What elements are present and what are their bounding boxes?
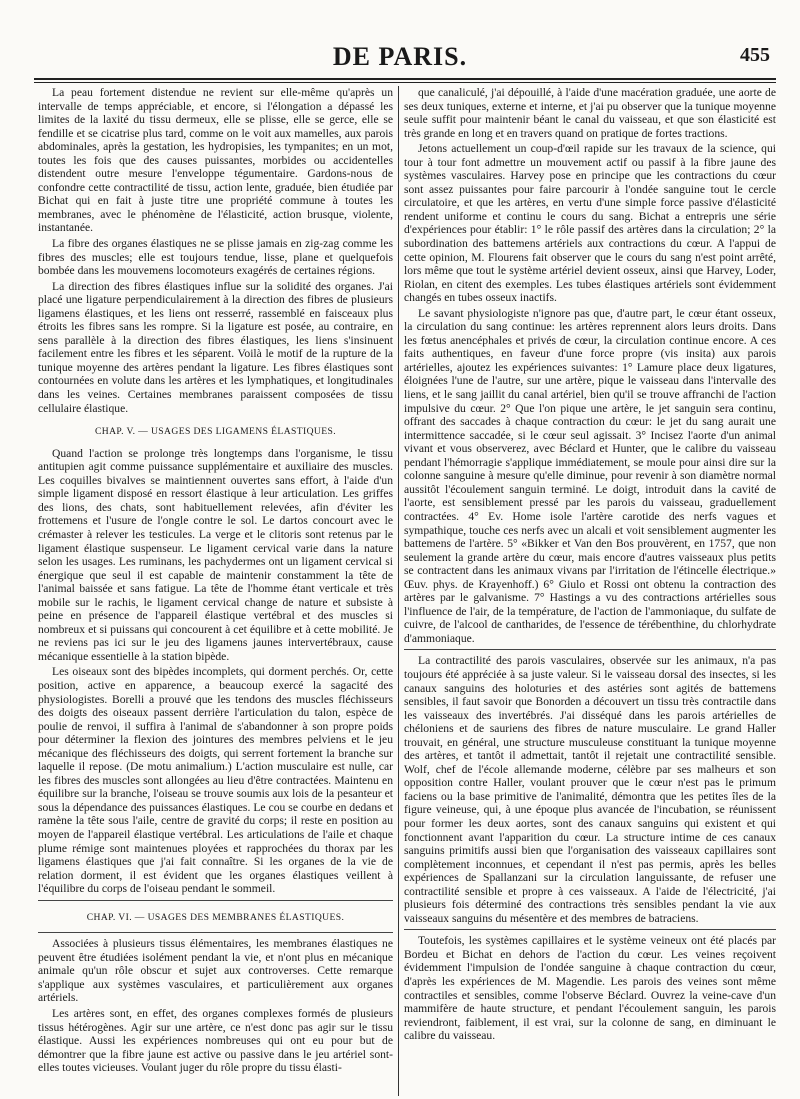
section-rule <box>38 932 393 933</box>
paragraph: Quand l'action se prolonge très longtemps dans l'organisme, le tissu antitupien agit comme puissance supplémentaire et auxiliaire des muscles. Les coquilles bivalves se maintiennent ouvertes sans effort, à l'aide d'un simple ligament disposé en ressort élastique à leur articulation. Les griffes des lions, des chats, sont habituellement relevées, afin d'éviter les frottemens et l'usure de l'ongle contre le sol. Le dartos concourt avec le crémaster à relever les testicules. La verge et le clitoris sont retenus par le ligament élastique suspenseur. Le ligament cervical varie dans la nature selon les usages. Les ruminans, les pachydermes ont un ligament cervical si énergique que seul il est capable de maintenir constamment la tête de l'animal baissée et sans fatigue. La tête de l'homme étant verticale et très mobile sur le rachis, le ligament cervical change de nature et subsiste à peine en présence de l'appareil élastique vertébral et des muscles si nombreux et si puissans qui concourent à cet équilibre et à cette mobilité. Je ne reviens pas ici sur le jeu des ligamens jaunes intervertébraux, cause mécanique essentielle à la station bipède. <box>38 446 393 663</box>
section-rule <box>38 900 393 901</box>
page-header-title: DE PARIS. <box>332 42 468 71</box>
paragraph: La peau fortement distendue ne revient sur elle-même qu'après un intervalle de temps appréciable, et encore, si l'élongation a dépassé les limites de la laxité du tissu dermeux, elle se plisse, elle se gerce, elle se fendille et se cicatrise plus tard, comme on le voit aux mamelles, aux parois abdominales, après la gestation, les hydropisies, les tympanites; en un mot, toutes les fois que des causes puissantes, morbides ou accidentelles distendent outre mesure l'enveloppe tégumentaire. Gardons-nous de confondre cette contractilité de tissu, action lente, graduée, bien étudiée par Bichat qui en fait à juste titre une propriété commune à toutes les membranes, avec le phénomène de l'élasticité, action brusque, violente, instantanée. <box>38 86 393 235</box>
header-rule <box>34 78 776 80</box>
section-rule <box>404 929 776 930</box>
page-number: 455 <box>740 44 770 66</box>
paragraph: Les oiseaux sont des bipèdes incomplets, qui dorment perchés. Or, cette position, active en apparence, a beaucoup exercé la sagacité des physiologistes. Borelli a prouvé que les tendons des muscles fléchisseurs des doigts des oiseaux passent derrière l'articulation du talon, espèce de poulie de renvoi, il suffira à l'animal de s'abandonner à son propre poids pour déterminer la flexion des jointures des membres pelviens et le jeu mécanique des fléchisseurs des doigts, qui serrent fortement la branche sur laquelle il repose. (De motu animalium.) L'action musculaire est nulle, car les fibres des muscles sont allongées au lieu d'être contractées. Maintenu en équilibre sur la branche, l'oiseau se trouve soumis aux lois de la pesanteur et sous la dépendance des puissances élastiques. Le cou se courbe en dedans et ramène la tête sous l'aile, centre de gravité du corps; il reste en position au moyen de l'appareil élastique vertébral. Les articulations de l'aile et chaque plume rémige sont maintenues ployées et rapprochées du thorax par les ligamens élastiques que j'ai fait connaître. Si les organes de la vie de relation dorment, il est évident que les organes élastiques veillent à l'équilibre du corps de l'oiseau pendant le sommeil. <box>38 665 393 896</box>
paragraph: que canaliculé, j'ai dépouillé, à l'aide d'une macération graduée, une aorte de ses deux tuniques, externe et interne, et j'ai pu observer que la tunique moyenne seule suffit pour maintenir béant le canal du vaisseau, et que son élasticité est très grande en long et en travers quand on pratique de fortes tractions. <box>404 86 776 140</box>
chapter-heading: CHAP. V. — USAGES DES LIGAMENS ÉLASTIQUES. <box>94 426 337 438</box>
paragraph: La fibre des organes élastiques ne se plisse jamais en zig-zag comme les fibres des muscles; elle est toujours tendue, lisse, plane et quelquefois bombée dans les mouvemens locomoteurs exagérés de certaines régions. <box>38 237 393 278</box>
left-column <box>38 86 393 1077</box>
paragraph: Le savant physiologiste n'ignore pas que, d'autre part, le cœur étant osseux, la circulation du sang continue: les artères reprennent alors leurs droits. Dans les fœtus anencéphales et privés de cœur, la circulation continue encore. A ces faits authentiques, en faveur d'une force propre (vis insita) aux parois artérielles, ajoutez les expériences suivantes: 1° Lamure place deux ligatures, éloignées l'une de l'autre, sur une artère, pique le vaisseau dans l'intervalle des liens, et le sang jaillit du canal artériel, bien qu'il se trouve affranchi de l'action impulsive du cœur. 2° Que l'on pique une artère, le jet sanguin sera continu, offrant des saccades à chaque contraction du cœur: le jet du sang aurait une intermittence saccadée, si le cœur seul agissait. 3° Incisez l'aorte d'un animal vivant et vous observerez, avec Béclard et Hunter, que le calibre du vaisseau pendant l'hémorragie s'applique immédiatement, se moule pour ainsi dire sur la colonne sanguine à mesure qu'elle diminue, pour revenir à son diamètre normal aussitôt l'écoulement sanguin terminé. Le doigt, introduit dans la cavité de l'aorte, est sensiblement pressé par les parois du vaisseau, graduellement contractées. 4° Ev. Home isole l'artère carotide des nerfs vagues et sympathique, touche ces nerfs avec un alcali et voit sensiblement augmenter les battemens de l'artère. 5° «Bikker et Van den Bos prouvèrent, en 1757, que non seulement la grande artère du cœur, mais encore d'autres vaisseaux plus petits se contractent dans les animaux vivans par l'irritation de l'étincelle électrique.» Œuv. phys. de Krayenhoff.) 6° Giulo et Rossi ont obtenu la contraction des artères par le galvanisme. 7° Hastings a vu des contractions artérielles sous l'influence de l'air, de la température, de l'action de l'ammoniaque, du sulfate de cuivre, de l'alcool de cantharides, de l'essence de térébenthine, du chlorhydrate d'ammoniaque. <box>404 306 776 645</box>
paragraph: Les artères sont, en effet, des organes complexes formés de plusieurs tissus hétérogènes. Agir sur une artère, ce n'est donc pas agir sur le tissu élastique. Aussi les expériences nombreuses qui ont eu pour but de démontrer que la fibre jaune est active ou passive dans le jeu artériel sont-elles toutes vicieuses. Voulant juger du rôle propre du tissu élasti- <box>38 1007 393 1075</box>
header-rule-thin <box>34 82 776 83</box>
paragraph: La direction des fibres élastiques influe sur la solidité des organes. J'ai placé une ligature perpendiculairement à la direction des fibres de plusieurs ligamens élastiques, et les liens ont resserré, rassemblé en faisceaux plus étroits les fibres sans les rompre. Si la ligature est posée, au contraire, en sens parallèle à la direction des fibres élastiques, les liens s'insinuent facilement entre les fibres et les séparent. Voilà le motif de la rupture de la tunique moyenne des artères pendant la ligature. Les fibres élastiques sont contournées en volute dans les artères et les lymphatiques, et longitudinales dans les veines. Certaines membranes paraissent composées de tissu cellulaire élastique. <box>38 279 393 415</box>
paragraph: La contractilité des parois vasculaires, observée sur les animaux, n'a pas toujours été appréciée à sa juste valeur. Si le vaisseau dorsal des insectes, si les canaux sanguins des holoturies et des astéries sont agités de battemens sensibles, il faut savoir que Bonorden a découvert un tissu très contractile dans les vaisseaux des invertébrés. J'ai disséqué dans les parois artérielles de chéloniens et de sauriens des fibres de nature musculaire. Le grand Haller trouvait, en général, une structure musculeuse constituant la tunique moyenne des artères, et tantôt il admettait, tantôt il rejetait une contractilité sensible. Wolf, chef de l'école allemande moderne, célèbre par ses malheurs et son opposition contre Haller, voulant prouver que le cœur n'est pas le primum faciens ou la base primitive de l'animalité, démontra que les petites îles de la figure veineuse, qui, à une époque plus avancée de l'incubation, se réunissent pour former les deux aortes, sont des canaux sanguins qui existent et qui fonctionnent avant l'apparition du cœur. La structure intime de ces canaux sanguins primitifs aussi bien que l'organisation des vaisseaux capillaires sont complètement inconnues, et cependant il n'est pas permis, après les belles expériences de Spallanzani sur la circulation languissante, de refuser une contractilité sensible et propre à ces vaisseaux. A l'aide de l'électricité, j'ai plusieurs fois déterminé des contractions très sensibles pendant la vie aux vaisseaux sanguins du mésentère et des membres de batraciens. <box>404 654 776 925</box>
right-column <box>404 86 776 1045</box>
paragraph: Toutefois, les systèmes capillaires et le système veineux ont été placés par Bordeu et Bichat en dehors de l'action du cœur. Les veines reçoivent évidemment l'impulsion de l'ondée sanguine à chaque contraction du cœur, d'après les expériences de M. Magendie. Les parois des veines sont même contractiles et sensibles, comme l'observe Béclard. Ouvrez la veine-cave d'un mammifère de haute structure, et pendant l'écoulement sanguin, les parois reviendront, faiblement, il est vrai, sur la colonne de sang, en diminuant le calibre du vaisseau. <box>404 934 776 1043</box>
chapter-heading: CHAP. VI. — USAGES DES MEMBRANES ÉLASTIQUES. <box>86 911 345 923</box>
column-divider <box>398 86 399 1096</box>
paragraph: Jetons actuellement un coup-d'œil rapide sur les travaux de la science, qui tour à tour font admettre un mouvement actif ou passif à la fibre jaune des systèmes vasculaires. Harvey pose en principe que les contractions du cœur sont assez puissantes pour faire parcourir à l'ondée sanguine tout le cercle circulatoire, et que les artères, en vertu d'une simple force passive d'élasticité rendent uniforme et continu le cours du sang. Bichat a entrepris une série d'expériences pour établir: 1° le rôle passif des artères dans la circulation; 2° la subordination des battemens artériels aux contractions du cœur. A l'appui de cette opinion, M. Flourens fait observer que le cours du sang n'est point arrêté, lors même que tout le système artériel devient osseux, ainsi que Harvey, Loder, Riolan, en citent des exemples. Les tubes élastiques artériels sont évidemment changés en tubes osseux inactifs. <box>404 142 776 305</box>
paragraph: Associées à plusieurs tissus élémentaires, les membranes élastiques ne peuvent être étudiées isolément pendant la vie, et n'ont plus en mécanique animale qu'un rôle obscur et sujet aux controverses. Cette remarque s'applique aux systèmes vasculaires, et particulièrement aux organes artériels. <box>38 937 393 1005</box>
section-rule <box>404 649 776 650</box>
